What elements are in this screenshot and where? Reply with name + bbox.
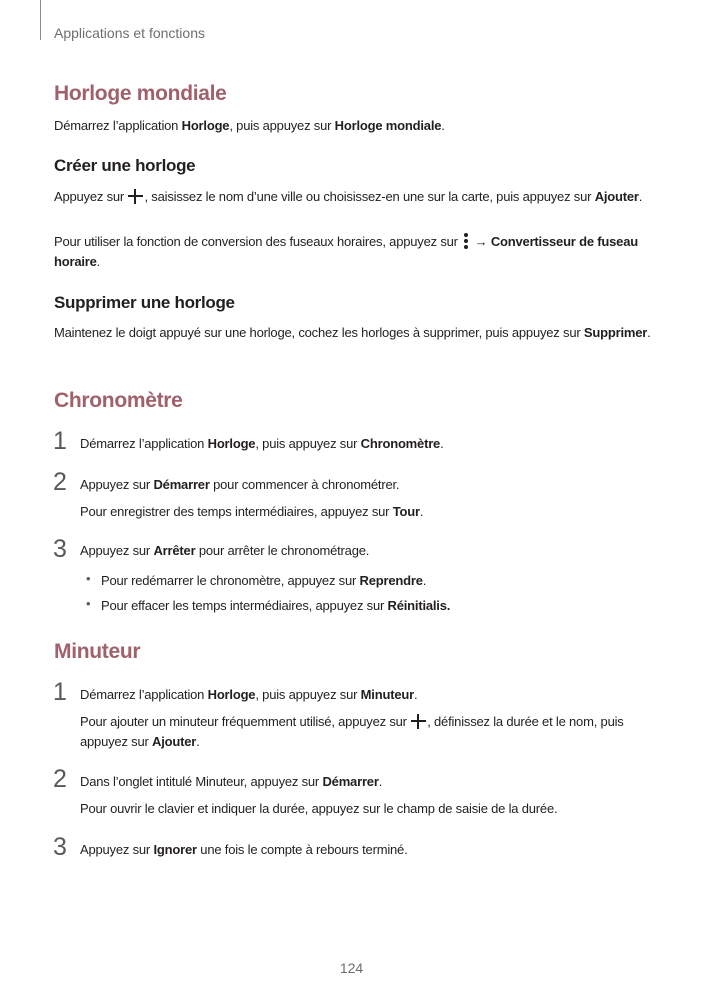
chronometre-bullet-2: Pour effacer les temps intermédiaires, appuyez sur Réinitialis. bbox=[101, 598, 451, 613]
step-number: 1 bbox=[53, 678, 67, 706]
minuteur-step-2: Dans l’onglet intitulé Minuteur, appuyez sur Démarrer. bbox=[80, 774, 383, 789]
chronometre-bullet-1: Pour redémarrer le chronomètre, appuyez sur Reprendre. bbox=[101, 573, 427, 588]
horloge-mondiale-intro: Démarrez l’application Horloge, puis appuyez sur Horloge mondiale. bbox=[54, 118, 445, 133]
chronometre-step-2: Appuyez sur Démarrer pour commencer à chronométrer. bbox=[80, 477, 400, 492]
heading-creer-horloge: Créer une horloge bbox=[54, 156, 196, 175]
minuteur-step-1-sub: Pour ajouter un minuteur fréquemment utilisé, appuyez sur , définissez la durée et le nom, puis appuyez sur Ajouter. bbox=[80, 714, 624, 749]
minuteur-step-1: Démarrez l’application Horloge, puis appuyez sur Minuteur. bbox=[80, 687, 418, 702]
supprimer-horloge-p1: Maintenez le doigt appuyé sur une horloge, cochez les horloges à supprimer, puis appuyez sur Supprimer. bbox=[54, 325, 651, 340]
heading-supprimer-horloge: Supprimer une horloge bbox=[54, 293, 235, 312]
section-header: Applications et fonctions bbox=[54, 25, 205, 41]
heading-chronometre: Chronomètre bbox=[54, 389, 183, 412]
header-divider bbox=[40, 0, 41, 40]
creer-horloge-p2: Pour utiliser la fonction de conversion des fuseaux horaires, appuyez sur → Convertisseur de fuseau horaire. bbox=[54, 234, 638, 269]
step-number: 2 bbox=[53, 468, 67, 496]
plus-icon bbox=[411, 714, 426, 728]
step-number: 3 bbox=[53, 833, 67, 861]
step-number: 1 bbox=[53, 427, 67, 455]
creer-horloge-p1: Appuyez sur , saisissez le nom d’une ville ou choisissez-en une sur la carte, puis appuyez sur Ajouter. bbox=[54, 189, 643, 204]
more-options-icon bbox=[463, 232, 469, 250]
heading-horloge-mondiale: Horloge mondiale bbox=[54, 82, 227, 105]
chronometre-step-1: Démarrez l’application Horloge, puis appuyez sur Chronomètre. bbox=[80, 436, 444, 451]
plus-icon bbox=[128, 189, 143, 203]
page-number: 124 bbox=[339, 960, 364, 976]
minuteur-step-2-sub: Pour ouvrir le clavier et indiquer la durée, appuyez sur le champ de saisie de la durée. bbox=[80, 801, 558, 816]
chronometre-step-3: Appuyez sur Arrêter pour arrêter le chronométrage. bbox=[80, 543, 370, 558]
step-number: 3 bbox=[53, 535, 67, 563]
step-number: 2 bbox=[53, 765, 67, 793]
bullet-mark: • bbox=[86, 596, 91, 611]
heading-minuteur: Minuteur bbox=[54, 640, 141, 663]
bullet-mark: • bbox=[86, 571, 91, 586]
chronometre-step-2-sub: Pour enregistrer des temps intermédiaires, appuyez sur Tour. bbox=[80, 504, 424, 519]
minuteur-step-3: Appuyez sur Ignorer une fois le compte à rebours terminé. bbox=[80, 842, 408, 857]
